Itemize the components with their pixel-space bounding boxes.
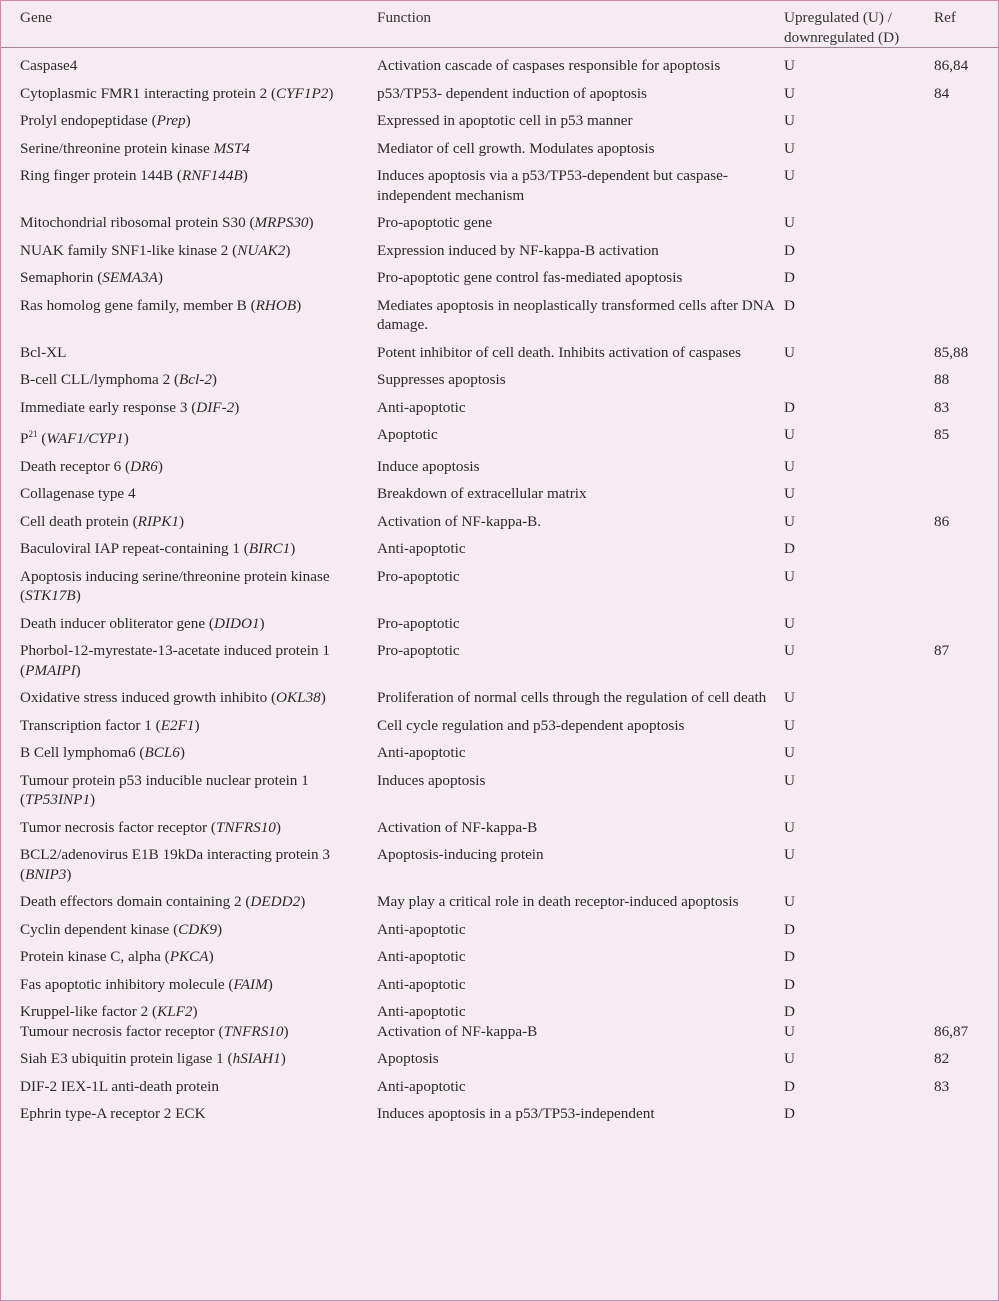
gene-symbol: DR6: [130, 457, 158, 475]
cell-regulation: U: [784, 512, 795, 530]
gene-name-suffix: ): [123, 430, 129, 447]
header-regulation: Upregulated (U) / downregulated (D): [784, 1, 934, 48]
gene-name: Mitochondrial ribosomal protein S30 (: [20, 214, 255, 231]
gene-name: Oxidative stress induced growth inhibito (: [20, 689, 277, 706]
gene-name: Ras homolog gene family, member B (: [20, 296, 256, 314]
cell-regulation: U: [784, 689, 795, 706]
gene-symbol: CYF1P2: [276, 84, 329, 102]
gene-name: Tumor necrosis factor receptor (: [20, 818, 216, 836]
gene-symbol: BCL6: [144, 744, 180, 761]
cell-regulation: D: [784, 975, 795, 993]
gene-name-suffix: ): [234, 398, 240, 416]
gene-name-suffix: ): [66, 865, 72, 883]
gene-symbol: PMAIPI: [25, 661, 76, 679]
gene-name: DIF-2 IEX-1L anti-death protein: [20, 1077, 219, 1095]
gene-name: Ring finger protein 144B (: [20, 167, 182, 184]
gene-symbol: TNFRS10: [215, 818, 276, 836]
gene-symbol: STK17B: [25, 587, 76, 604]
gene-name-suffix: ): [157, 457, 163, 475]
table-row: [1, 335, 998, 363]
cell-function: Pro-apoptotic gene control fas-mediated apoptosis: [377, 269, 683, 286]
gene-name: Serine/threonine protein kinase: [20, 139, 214, 157]
cell-ref: [934, 967, 998, 995]
gene-name: Ephrin type-A receptor 2 ECK: [20, 1105, 206, 1122]
cell-regulation: U: [784, 343, 795, 361]
gene-name-suffix: ): [280, 1050, 286, 1067]
gene-name-suffix: ): [283, 1022, 289, 1040]
gene-name-suffix: ): [275, 818, 281, 836]
gene-name: Apoptosis inducing serine/threonine protein kinase (: [20, 567, 330, 604]
table-row: [1, 633, 998, 680]
gene-name: Immediate early response 3 (: [20, 398, 197, 416]
table-row: [1, 967, 998, 995]
cell-regulation: U: [784, 457, 795, 475]
cell-ref: [934, 449, 998, 477]
cell-gene: [1, 504, 377, 532]
cell-ref: [934, 912, 998, 940]
table-row: [1, 708, 998, 736]
gene-name-suffix: ): [194, 716, 200, 734]
gene-name: Cytoplasmic FMR1 interacting protein 2 (: [20, 84, 277, 102]
cell-ref: 84: [934, 84, 950, 102]
gene-name: Cell death protein (: [20, 512, 138, 530]
cell-ref: [934, 837, 998, 884]
gene-symbol: Bcl-2: [179, 371, 212, 388]
gene-name-suffix: ): [296, 296, 302, 314]
table-row: [1, 103, 998, 131]
gene-name: Kruppel-like factor 2 (: [20, 1003, 158, 1020]
gene-symbol: RHOB: [255, 296, 297, 314]
cell-regulation: U: [784, 716, 795, 734]
cell-gene: [1, 763, 377, 810]
cell-gene: [1, 912, 377, 940]
cell-gene: [1, 1022, 377, 1042]
cell-function: Apoptosis-inducing protein: [377, 846, 544, 863]
table-body: [1, 48, 998, 1124]
cell-function: Anti-apoptotic: [377, 975, 466, 993]
gene-name-suffix: ): [211, 371, 217, 388]
cell-ref: [934, 810, 998, 838]
cell-function: Suppresses apoptosis: [377, 371, 506, 388]
gene-name-suffix: ): [75, 661, 81, 679]
cell-gene: [1, 633, 377, 680]
gene-symbol: PKCA: [169, 948, 209, 965]
cell-gene: [1, 884, 377, 912]
gene-name: BCL2/adenovirus E1B 19kDa interacting protein 3 (: [20, 846, 331, 883]
cell-regulation: D: [784, 1105, 795, 1122]
cell-function: Apoptosis: [377, 1050, 439, 1067]
cell-function: Activation of NF-kappa-B: [377, 818, 538, 836]
table-row: [1, 884, 998, 912]
gene-name-suffix: ): [192, 1003, 198, 1020]
table-row: [1, 680, 998, 708]
cell-regulation: [784, 362, 934, 390]
gene-name: Cyclin dependent kinase (: [20, 920, 179, 938]
gene-name: Death receptor 6 (: [20, 457, 131, 475]
cell-regulation: D: [784, 241, 795, 259]
table-row: [1, 233, 998, 261]
cell-regulation: U: [784, 567, 795, 585]
cell-function: Induces apoptosis: [377, 771, 486, 789]
cell-gene: [1, 994, 377, 1022]
table-row: [1, 1069, 998, 1097]
table-row: [1, 559, 998, 606]
gene-symbol: DIDO1: [213, 614, 260, 632]
cell-ref: [934, 233, 998, 261]
cell-gene: [1, 837, 377, 884]
table-row: [1, 735, 998, 763]
gene-symbol: KLF2: [157, 1003, 193, 1020]
cell-function: Pro-apoptotic: [377, 642, 460, 659]
cell-ref: [934, 531, 998, 559]
gene-name: Fas apoptotic inhibitory molecule (: [20, 975, 234, 993]
cell-gene: [1, 103, 377, 131]
cell-function: Proliferation of normal cells through the regulation of cell death: [377, 689, 767, 706]
cell-ref: 82: [934, 1050, 950, 1067]
gene-name-suffix: ): [242, 167, 248, 184]
gene-name-suffix: ): [259, 614, 265, 632]
cell-regulation: U: [784, 614, 795, 632]
cell-ref: [934, 606, 998, 634]
gene-name: Protein kinase C, alpha (: [20, 948, 170, 965]
gene-symbol: FAIM: [233, 975, 268, 993]
cell-ref: [934, 680, 998, 708]
gene-symbol: NUAK2: [237, 241, 286, 259]
table-row: [1, 449, 998, 477]
cell-regulation: U: [784, 642, 795, 659]
cell-gene: [1, 205, 377, 233]
cell-function: Induce apoptosis: [377, 457, 480, 475]
gene-symbol: WAF1/CYP1: [46, 430, 124, 447]
gene-name: Siah E3 ubiquitin protein ligase 1 (: [20, 1050, 233, 1067]
table-row: [1, 763, 998, 810]
cell-function: Breakdown of extracellular matrix: [377, 485, 587, 502]
gene-name-suffix: ): [320, 689, 326, 706]
gene-name: Transcription factor 1 (: [20, 716, 161, 734]
gene-name-suffix: ): [90, 791, 96, 808]
cell-regulation: U: [784, 214, 795, 231]
cell-gene: [1, 1096, 377, 1124]
table-header-row: [1, 1, 998, 48]
table-row: [1, 837, 998, 884]
gene-name-suffix: ): [179, 744, 185, 761]
gene-name: NUAK family SNF1-like kinase 2 (: [20, 241, 238, 259]
table-row: [1, 994, 998, 1022]
cell-regulation: D: [784, 920, 795, 938]
cell-ref: [934, 708, 998, 736]
cell-gene: [1, 390, 377, 418]
cell-gene: [1, 967, 377, 995]
cell-gene: [1, 810, 377, 838]
cell-ref: [934, 205, 998, 233]
gene-name: Death effectors domain containing 2 (: [20, 893, 251, 910]
cell-function: Cell cycle regulation and p53-dependent apoptosis: [377, 716, 685, 734]
cell-function: Expressed in apoptotic cell in p53 manner: [377, 112, 633, 129]
cell-gene: [1, 680, 377, 708]
cell-ref: 85,88: [934, 343, 969, 361]
cell-gene: [1, 76, 377, 104]
table-row: [1, 417, 998, 449]
cell-function: p53/TP53- dependent induction of apoptosis: [377, 84, 647, 102]
table-row: [1, 1022, 998, 1042]
table-row: [1, 260, 998, 288]
cell-ref: 83: [934, 398, 950, 416]
cell-function: Activation of NF-kappa-B: [377, 1022, 538, 1040]
gene-name: B-cell CLL/lymphoma 2 (: [20, 371, 180, 388]
cell-regulation: U: [784, 893, 795, 910]
cell-regulation: U: [784, 167, 795, 184]
gene-symbol: MRPS30: [254, 214, 309, 231]
cell-function: Anti-apoptotic: [377, 398, 466, 416]
cell-function: Anti-apoptotic: [377, 948, 466, 965]
cell-gene: [1, 476, 377, 504]
table-row: [1, 1041, 998, 1069]
cell-function: Expression induced by NF-kappa-B activation: [377, 241, 659, 259]
cell-ref: 88: [934, 371, 950, 388]
cell-ref: [934, 939, 998, 967]
gene-symbol: TP53INP1: [25, 791, 91, 808]
table-row: [1, 390, 998, 418]
gene-name: Baculoviral IAP repeat-containing 1 (: [20, 540, 249, 557]
gene-symbol: E2F1: [160, 716, 195, 734]
cell-function: May play a critical role in death receptor-induced apoptosis: [377, 893, 739, 910]
cell-gene: [1, 362, 377, 390]
cell-ref: [934, 1096, 998, 1124]
cell-function: Induces apoptosis via a p53/TP53-dependent but caspase-independent mechanism: [377, 167, 728, 204]
cell-function: Mediator of cell growth. Modulates apoptosis: [377, 139, 655, 157]
cell-function: Activation cascade of caspases responsible for apoptosis: [377, 57, 721, 74]
cell-ref: [934, 103, 998, 131]
gene-name: Collagenase type 4: [20, 485, 136, 502]
gene-name-suffix: ): [328, 84, 334, 102]
cell-function: Potent inhibitor of cell death. Inhibits activation of caspases: [377, 343, 741, 361]
cell-function: Anti-apoptotic: [377, 744, 466, 761]
cell-gene: [1, 606, 377, 634]
cell-gene: [1, 131, 377, 159]
cell-gene: [1, 449, 377, 477]
cell-gene: [1, 939, 377, 967]
cell-function: Pro-apoptotic: [377, 567, 460, 585]
cell-ref: [934, 158, 998, 205]
cell-regulation: D: [784, 1077, 795, 1095]
gene-symbol: hSIAH1: [232, 1050, 281, 1067]
table-row: [1, 131, 998, 159]
cell-ref: [934, 559, 998, 606]
cell-ref: [934, 884, 998, 912]
cell-ref: [934, 735, 998, 763]
cell-ref: 86,84: [934, 57, 969, 74]
table-row: [1, 158, 998, 205]
gene-name: Semaphorin (: [20, 269, 103, 286]
gene-symbol: RNF144B: [181, 167, 243, 184]
gene-symbol: BIRC1: [248, 540, 291, 557]
cell-gene: [1, 531, 377, 559]
cell-ref: 87: [934, 642, 950, 659]
cell-ref: [934, 994, 998, 1022]
gene-symbol: OKL38: [276, 689, 321, 706]
cell-gene: [1, 48, 377, 76]
cell-ref: [934, 260, 998, 288]
cell-function: Pro-apoptotic: [377, 614, 460, 632]
cell-ref: 83: [934, 1077, 950, 1095]
gene-name: (: [37, 430, 47, 447]
cell-regulation: U: [784, 771, 795, 789]
cell-ref: 85: [934, 426, 950, 443]
gene-name-suffix: ): [75, 587, 81, 604]
gene-name: Prolyl endopeptidase (: [20, 112, 157, 129]
table-row: [1, 362, 998, 390]
gene-superscript: 21: [28, 429, 38, 439]
cell-function: Anti-apoptotic: [377, 1003, 466, 1020]
gene-symbol: TNFRS10: [223, 1022, 284, 1040]
cell-ref: [934, 131, 998, 159]
cell-ref: 86,87: [934, 1022, 969, 1040]
cell-gene: [1, 708, 377, 736]
table-row: [1, 76, 998, 104]
gene-symbol: Prep: [156, 112, 186, 129]
gene-name-suffix: ): [300, 893, 306, 910]
cell-gene: [1, 1069, 377, 1097]
cell-gene: [1, 1041, 377, 1069]
cell-regulation: U: [784, 139, 795, 157]
gene-name: Tumour protein p53 inducible nuclear protein 1 (: [20, 771, 309, 808]
cell-regulation: D: [784, 398, 795, 416]
cell-function: Pro-apoptotic gene: [377, 214, 493, 231]
cell-regulation: U: [784, 485, 795, 502]
gene-name: Caspase4: [20, 57, 78, 74]
table-row: [1, 810, 998, 838]
cell-gene: [1, 260, 377, 288]
gene-name: Tumour necrosis factor receptor (: [20, 1022, 224, 1040]
cell-function: Induces apoptosis in a p53/TP53-independent: [377, 1105, 655, 1122]
cell-regulation: U: [784, 744, 795, 761]
gene-name-suffix: ): [290, 540, 296, 557]
cell-ref: [934, 476, 998, 504]
table-row: [1, 205, 998, 233]
gene-name-suffix: ): [216, 920, 223, 938]
cell-regulation: U: [784, 84, 795, 102]
cell-function: Activation of NF-kappa-B.: [377, 512, 542, 530]
gene-symbol: RIPK1: [137, 512, 180, 530]
gene-name-suffix: ): [308, 214, 314, 231]
gene-name: B Cell lymphoma6 (: [20, 744, 145, 761]
gene-name-suffix: ): [179, 512, 185, 530]
gene-symbol: SEMA3A: [102, 269, 158, 286]
cell-gene: [1, 735, 377, 763]
cell-ref: [934, 288, 998, 335]
gene-name-suffix: ): [208, 948, 214, 965]
cell-gene: [1, 288, 377, 335]
gene-name: Phorbol-12-myrestate-13-acetate induced protein 1 (: [20, 642, 330, 679]
header-gene: Gene: [1, 1, 377, 48]
gene-name-suffix: ): [185, 112, 191, 129]
gene-symbol: DEDD2: [250, 893, 301, 910]
gene-name: P: [20, 430, 29, 447]
gene-symbol: MST4: [213, 139, 250, 157]
cell-gene: [1, 559, 377, 606]
cell-regulation: U: [784, 112, 795, 129]
cell-ref: [934, 763, 998, 810]
cell-function: Anti-apoptotic: [377, 1077, 466, 1095]
table-row: [1, 1096, 998, 1124]
cell-regulation: D: [784, 948, 795, 965]
table-row: [1, 912, 998, 940]
gene-name: Bcl-XL: [20, 343, 67, 361]
cell-function: Apoptotic: [377, 426, 438, 443]
table-row: [1, 531, 998, 559]
cell-regulation: D: [784, 1003, 795, 1020]
cell-function: Anti-apoptotic: [377, 920, 466, 938]
cell-regulation: D: [784, 296, 795, 314]
gene-name-suffix: ): [157, 269, 163, 286]
header-function: Function: [377, 1, 784, 48]
gene-name-suffix: ): [267, 975, 273, 993]
cell-regulation: U: [784, 57, 795, 74]
gene-symbol: CDK9: [178, 920, 217, 938]
cell-function: Anti-apoptotic: [377, 540, 466, 557]
cell-regulation: U: [784, 1022, 795, 1040]
table-row: [1, 476, 998, 504]
gene-name-suffix: ): [285, 241, 291, 259]
table-row: [1, 48, 998, 76]
cell-gene: [1, 158, 377, 205]
cell-regulation: U: [784, 426, 795, 443]
header-ref: Ref: [934, 1, 998, 48]
gene-name: Death inducer obliterator gene (: [20, 614, 214, 632]
table-row: [1, 606, 998, 634]
cell-ref: 86: [934, 512, 950, 530]
cell-regulation: U: [784, 846, 795, 863]
cell-regulation: U: [784, 1050, 795, 1067]
cell-regulation: D: [784, 269, 795, 286]
table-row: [1, 939, 998, 967]
table-row: [1, 504, 998, 532]
cell-regulation: U: [784, 818, 795, 836]
cell-gene: [1, 335, 377, 363]
gene-table: [1, 1, 998, 1124]
table-row: [1, 288, 998, 335]
gene-symbol: DIF-2: [196, 398, 235, 416]
cell-gene: [1, 417, 377, 449]
cell-function: Mediates apoptosis in neoplastically transformed cells after DNA damage.: [377, 296, 774, 333]
gene-symbol: BNIP3: [25, 865, 67, 883]
cell-regulation: D: [784, 540, 795, 557]
cell-gene: [1, 233, 377, 261]
